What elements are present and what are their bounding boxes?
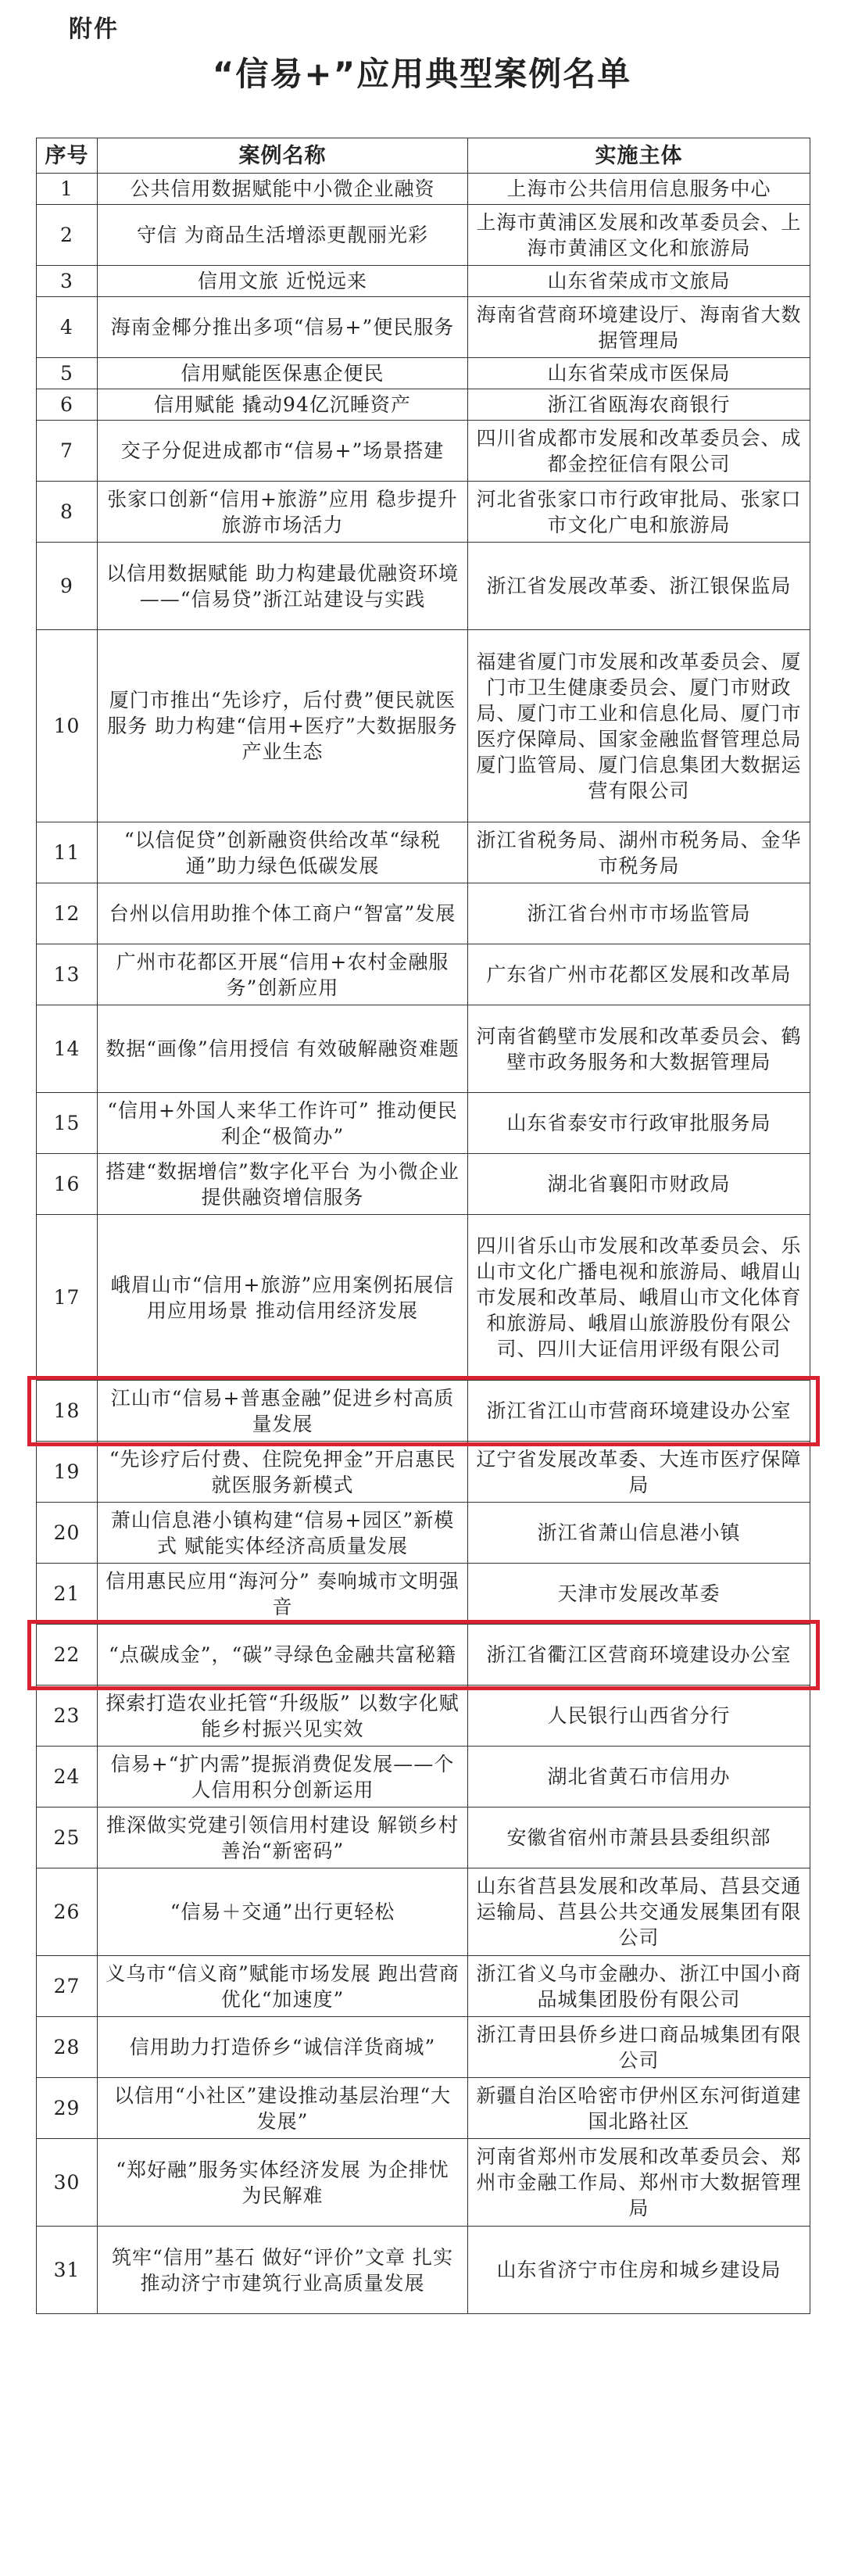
table-header-row bbox=[37, 138, 810, 174]
header-num: 序号 bbox=[37, 138, 98, 174]
implementing-entity: 浙江省义乌市金融办、浙江中国小商品城集团股份有限公司 bbox=[468, 1956, 810, 2017]
table-row bbox=[37, 482, 810, 543]
case-name: 信用惠民应用“海河分” 奏响城市文明强音 bbox=[98, 1564, 468, 1625]
implementing-entity: 四川省乐山市发展和改革委员会、乐山市文化广播电视和旅游局、峨眉山市发展和改革局、峨眉山市文化体育和旅游局、峨眉山旅游股份有限公司、四川大证信用评级有限公司 bbox=[468, 1215, 810, 1381]
implementing-entity: 浙江省税务局、湖州市税务局、金华市税务局 bbox=[468, 822, 810, 883]
case-name: 厦门市推出“先诊疗，后付费”便民就医服务 助力构建“信用+医疗”大数据服务产业生态 bbox=[98, 630, 468, 822]
table-row bbox=[37, 389, 810, 421]
case-name: 搭建“数据增信”数字化平台 为小微企业提供融资增信服务 bbox=[98, 1154, 468, 1215]
case-name: “信用+外国人来华工作许可” 推动便民利企“极简办” bbox=[98, 1093, 468, 1154]
case-number: 7 bbox=[37, 421, 98, 482]
case-number: 31 bbox=[37, 2227, 98, 2314]
table-row bbox=[37, 944, 810, 1005]
table-row bbox=[37, 1442, 810, 1503]
case-number: 26 bbox=[37, 1868, 98, 1956]
case-name: 探索打造农业托管“升级版” 以数字化赋能乡村振兴见实效 bbox=[98, 1686, 468, 1747]
header-name: 案例名称 bbox=[98, 138, 468, 174]
case-name: 交子分促进成都市“信易+”场景搭建 bbox=[98, 421, 468, 482]
case-name: 信用文旅 近悦远来 bbox=[98, 266, 468, 297]
implementing-entity: 山东省泰安市行政审批服务局 bbox=[468, 1093, 810, 1154]
case-name: 以信用数据赋能 助力构建最优融资环境——“信易贷”浙江站建设与实践 bbox=[98, 543, 468, 630]
table-row bbox=[37, 2017, 810, 2078]
implementing-entity: 四川省成都市发展和改革委员会、成都金控征信有限公司 bbox=[468, 421, 810, 482]
case-name: “以信促贷”创新融资供给改革“绿税通”助力绿色低碳发展 bbox=[98, 822, 468, 883]
case-name: “先诊疗后付费、住院免押金”开启惠民就医服务新模式 bbox=[98, 1442, 468, 1503]
table-row bbox=[37, 421, 810, 482]
case-number: 30 bbox=[37, 2139, 98, 2227]
attachment-label: 附件 bbox=[69, 16, 119, 43]
case-number: 11 bbox=[37, 822, 98, 883]
table-row bbox=[37, 1005, 810, 1093]
case-number: 8 bbox=[37, 482, 98, 543]
table-row bbox=[37, 543, 810, 630]
implementing-entity: 浙江省衢江区营商环境建设办公室 bbox=[468, 1625, 810, 1686]
implementing-entity: 河南省鹤壁市发展和改革委员会、鹤壁市政务服务和大数据管理局 bbox=[468, 1005, 810, 1093]
case-number: 15 bbox=[37, 1093, 98, 1154]
case-number: 1 bbox=[37, 174, 98, 205]
case-number: 13 bbox=[37, 944, 98, 1005]
case-name: 以信用“小社区”建设推动基层治理“大发展” bbox=[98, 2078, 468, 2139]
case-number: 21 bbox=[37, 1564, 98, 1625]
case-name: 萧山信息港小镇构建“信易+园区”新模式 赋能实体经济高质量发展 bbox=[98, 1503, 468, 1564]
table-row bbox=[37, 1625, 810, 1686]
header-org: 实施主体 bbox=[468, 138, 810, 174]
table-row bbox=[37, 1807, 810, 1868]
case-name: 信用赋能医保惠企便民 bbox=[98, 358, 468, 389]
table-row bbox=[37, 2139, 810, 2227]
implementing-entity: 天津市发展改革委 bbox=[468, 1564, 810, 1625]
case-number: 19 bbox=[37, 1442, 98, 1503]
case-name: 台州以信用助推个体工商户“智富”发展 bbox=[98, 883, 468, 944]
case-name: 广州市花都区开展“信用+农村金融服务”创新应用 bbox=[98, 944, 468, 1005]
case-number: 2 bbox=[37, 205, 98, 266]
table-row bbox=[37, 2227, 810, 2314]
case-number: 23 bbox=[37, 1686, 98, 1747]
case-name: “郑好融”服务实体经济发展 为企排忧 为民解难 bbox=[98, 2139, 468, 2227]
implementing-entity: 福建省厦门市发展和改革委员会、厦门市卫生健康委员会、厦门市财政局、厦门市工业和信息化局、厦门市医疗保障局、国家金融监督管理总局厦门监管局、厦门信息集团大数据运营有限公司 bbox=[468, 630, 810, 822]
implementing-entity: 山东省济宁市住房和城乡建设局 bbox=[468, 2227, 810, 2314]
case-name: “信易＋交通”出行更轻松 bbox=[98, 1868, 468, 1956]
implementing-entity: 山东省荣成市医保局 bbox=[468, 358, 810, 389]
case-number: 10 bbox=[37, 630, 98, 822]
case-number: 16 bbox=[37, 1154, 98, 1215]
implementing-entity: 浙江省发展改革委、浙江银保监局 bbox=[468, 543, 810, 630]
case-name: 海南金椰分推出多项“信易+”便民服务 bbox=[98, 297, 468, 358]
implementing-entity: 新疆自治区哈密市伊州区东河街道建国北路社区 bbox=[468, 2078, 810, 2139]
table-row bbox=[37, 1956, 810, 2017]
case-name: “点碳成金”，“碳”寻绿色金融共富秘籍 bbox=[98, 1625, 468, 1686]
table-row bbox=[37, 1154, 810, 1215]
case-number: 14 bbox=[37, 1005, 98, 1093]
table-row bbox=[37, 1381, 810, 1442]
case-number: 3 bbox=[37, 266, 98, 297]
table-row bbox=[37, 822, 810, 883]
case-number: 25 bbox=[37, 1807, 98, 1868]
table-row bbox=[37, 1093, 810, 1154]
case-name: 张家口创新“信用+旅游”应用 稳步提升旅游市场活力 bbox=[98, 482, 468, 543]
case-name: 数据“画像”信用授信 有效破解融资难题 bbox=[98, 1005, 468, 1093]
table-row bbox=[37, 1564, 810, 1625]
case-name: 信用助力打造侨乡“诚信洋货商城” bbox=[98, 2017, 468, 2078]
case-name: 江山市“信易+普惠金融”促进乡村高质量发展 bbox=[98, 1381, 468, 1442]
table-row bbox=[37, 266, 810, 297]
case-number: 18 bbox=[37, 1381, 98, 1442]
case-number: 6 bbox=[37, 389, 98, 421]
implementing-entity: 浙江省瓯海农商银行 bbox=[468, 389, 810, 421]
case-name: 信用赋能 撬动94亿沉睡资产 bbox=[98, 389, 468, 421]
implementing-entity: 上海市黄浦区发展和改革委员会、上海市黄浦区文化和旅游局 bbox=[468, 205, 810, 266]
table-row bbox=[37, 1747, 810, 1807]
case-name: 信易+“扩内需”提振消费促发展——个人信用积分创新运用 bbox=[98, 1747, 468, 1807]
implementing-entity: 安徽省宿州市萧县县委组织部 bbox=[468, 1807, 810, 1868]
case-number: 5 bbox=[37, 358, 98, 389]
table-row bbox=[37, 174, 810, 205]
case-number: 4 bbox=[37, 297, 98, 358]
implementing-entity: 浙江青田县侨乡进口商品城集团有限公司 bbox=[468, 2017, 810, 2078]
implementing-entity: 上海市公共信用信息服务中心 bbox=[468, 174, 810, 205]
table-row bbox=[37, 297, 810, 358]
case-number: 20 bbox=[37, 1503, 98, 1564]
table-row bbox=[37, 1503, 810, 1564]
implementing-entity: 浙江省台州市市场监管局 bbox=[468, 883, 810, 944]
implementing-entity: 山东省荣成市文旅局 bbox=[468, 266, 810, 297]
implementing-entity: 浙江省萧山信息港小镇 bbox=[468, 1503, 810, 1564]
table-row bbox=[37, 1868, 810, 1956]
table-row bbox=[37, 205, 810, 266]
case-number: 17 bbox=[37, 1215, 98, 1381]
case-number: 22 bbox=[37, 1625, 98, 1686]
case-name: 守信 为商品生活增添更靓丽光彩 bbox=[98, 205, 468, 266]
case-number: 9 bbox=[37, 543, 98, 630]
case-name: 推深做实党建引领信用村建设 解锁乡村善治“新密码” bbox=[98, 1807, 468, 1868]
implementing-entity: 浙江省江山市营商环境建设办公室 bbox=[468, 1381, 810, 1442]
case-number: 27 bbox=[37, 1956, 98, 2017]
implementing-entity: 广东省广州市花都区发展和改革局 bbox=[468, 944, 810, 1005]
table-row bbox=[37, 630, 810, 822]
implementing-entity: 海南省营商环境建设厅、海南省大数据管理局 bbox=[468, 297, 810, 358]
case-name: 筑牢“信用”基石 做好“评价”文章 扎实推动济宁市建筑行业高质量发展 bbox=[98, 2227, 468, 2314]
implementing-entity: 人民银行山西省分行 bbox=[468, 1686, 810, 1747]
implementing-entity: 河南省郑州市发展和改革委员会、郑州市金融工作局、郑州市大数据管理局 bbox=[468, 2139, 810, 2227]
case-name: 义乌市“信义商”赋能市场发展 跑出营商优化“加速度” bbox=[98, 1956, 468, 2017]
implementing-entity: 河北省张家口市行政审批局、张家口市文化广电和旅游局 bbox=[468, 482, 810, 543]
case-number: 12 bbox=[37, 883, 98, 944]
case-table bbox=[36, 138, 810, 2314]
table-row bbox=[37, 2078, 810, 2139]
implementing-entity: 湖北省黄石市信用办 bbox=[468, 1747, 810, 1807]
case-name: 峨眉山市“信用+旅游”应用案例拓展信用应用场景 推动信用经济发展 bbox=[98, 1215, 468, 1381]
case-name: 公共信用数据赋能中小微企业融资 bbox=[98, 174, 468, 205]
table-row bbox=[37, 883, 810, 944]
table-row bbox=[37, 1215, 810, 1381]
table-row bbox=[37, 358, 810, 389]
implementing-entity: 山东省莒县发展和改革局、莒县交通运输局、莒县公共交通发展集团有限公司 bbox=[468, 1868, 810, 1956]
case-number: 29 bbox=[37, 2078, 98, 2139]
implementing-entity: 辽宁省发展改革委、大连市医疗保障局 bbox=[468, 1442, 810, 1503]
table-row bbox=[37, 1686, 810, 1747]
document-title: “信易+”应用典型案例名单 bbox=[212, 55, 632, 93]
case-number: 28 bbox=[37, 2017, 98, 2078]
implementing-entity: 湖北省襄阳市财政局 bbox=[468, 1154, 810, 1215]
case-number: 24 bbox=[37, 1747, 98, 1807]
table-body bbox=[37, 174, 810, 2314]
